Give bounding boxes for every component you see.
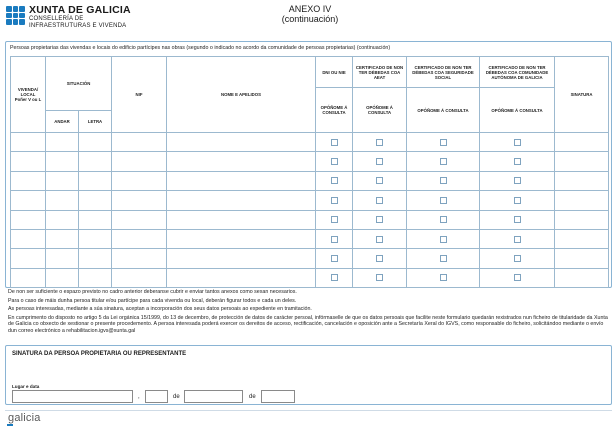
note-data-protection: En cumprimento do disposto no artigo 5 da Lei orgánica 15/1999, do 13 de decembro, de protección de datos de carácter persoal, infórmaselle de que os datos persoais que facilite neste formulario quedarán rexistrados nun ficheiro de titularidade da Xunta de Galicia co obxecto de xestionar o presente procedemento. A persoa interesada poderá exercer os dereitos de acceso, rectificación, cancelación e oposición ante a Secretaría Xeral do IGVS, como responsable do ficheiro, solicitándoo mediante o envío dun correo electrónico a rehabilitacion.igvs@xunta.gal [8, 314, 608, 334]
cell-galicia [480, 249, 555, 268]
checkbox-icon[interactable] [514, 197, 521, 204]
table-row [11, 171, 609, 190]
cell-andar[interactable] [46, 191, 79, 210]
cell-sinatura[interactable] [555, 152, 609, 171]
place-field[interactable] [12, 390, 133, 403]
checkbox-icon[interactable] [514, 236, 521, 243]
cell-nif[interactable] [112, 229, 167, 248]
table-row [11, 229, 609, 248]
galicia-logo: galicia [8, 412, 41, 424]
oppose-aeat: OPÓÑOME Á CONSULTA [353, 88, 407, 133]
col-galicia-header: CERTIFICADO DE NON TER DÉBEDAS COA COMUNIDADE AUTÓNOMA DE GALICIA [480, 57, 555, 88]
cell-galicia [480, 210, 555, 229]
cell-aeat [353, 133, 407, 152]
cell-sinatura[interactable] [555, 210, 609, 229]
de-separator-2: de [249, 394, 256, 400]
checkbox-icon[interactable] [376, 216, 383, 223]
cell-andar[interactable] [46, 210, 79, 229]
cell-andar[interactable] [46, 268, 79, 287]
cell-ss [407, 191, 480, 210]
cell-vivenda[interactable] [11, 249, 46, 268]
checkbox-icon[interactable] [514, 255, 521, 262]
cell-vivenda[interactable] [11, 152, 46, 171]
cell-vivenda[interactable] [11, 268, 46, 287]
checkbox-icon[interactable] [440, 197, 447, 204]
checkbox-icon[interactable] [514, 139, 521, 146]
cell-letra[interactable] [79, 268, 112, 287]
col-ss-header: CERTIFICADO DE NON TER DÉBEDAS COA SEGURIDADE SOCIAL [407, 57, 480, 88]
annex-title: ANEXO IV [288, 4, 332, 14]
checkbox-icon[interactable] [440, 177, 447, 184]
cell-andar[interactable] [46, 152, 79, 171]
cell-nome[interactable] [167, 171, 316, 190]
cell-nif[interactable] [112, 268, 167, 287]
cell-vivenda[interactable] [11, 210, 46, 229]
col-nif-header: NIF [112, 57, 167, 133]
note-multiple-owners: Para o caso de máis dunha persoa titular e/ou partícipe para cada vivenda ou local, deberán figurar todos e cada un deles. [8, 297, 297, 304]
galicia-logo-mark [7, 424, 13, 426]
cell-dni [316, 249, 353, 268]
checkbox-icon[interactable] [514, 216, 521, 223]
cell-nif[interactable] [112, 249, 167, 268]
col-vivenda-note: Poñer V ou L [14, 97, 42, 102]
checkbox-icon[interactable] [440, 274, 447, 281]
cell-aeat [353, 268, 407, 287]
cell-galicia [480, 152, 555, 171]
cell-sinatura[interactable] [555, 171, 609, 190]
cell-nome[interactable] [167, 210, 316, 229]
cell-ss [407, 249, 480, 268]
checkbox-icon[interactable] [331, 158, 338, 165]
signature-section [5, 345, 612, 405]
checkbox-icon[interactable] [440, 139, 447, 146]
cell-aeat [353, 249, 407, 268]
col-nome-header: NOME E APELIDOS [167, 57, 316, 133]
oppose-dni: OPÓÑOME Á CONSULTA [316, 88, 353, 133]
cell-galicia [480, 191, 555, 210]
date-label: Lugar e data [12, 384, 40, 389]
cell-sinatura[interactable] [555, 191, 609, 210]
col-situacion-header: SITUACIÓN [46, 57, 112, 111]
col-aeat-header: CERTIFICADO DE NON TER DÉBEDAS COA AEAT [353, 57, 407, 88]
cell-nome[interactable] [167, 268, 316, 287]
cell-letra[interactable] [79, 191, 112, 210]
brand-name: XUNTA DE GALICIA [29, 4, 131, 16]
comma-separator: , [138, 394, 140, 400]
col-vivenda-label: VIVENDA/ LOCAL [17, 87, 39, 97]
checkbox-icon[interactable] [331, 255, 338, 262]
cell-ss [407, 133, 480, 152]
cell-galicia [480, 133, 555, 152]
cell-vivenda[interactable] [11, 133, 46, 152]
cell-aeat [353, 191, 407, 210]
cell-letra[interactable] [79, 210, 112, 229]
cell-ss [407, 229, 480, 248]
cell-nif[interactable] [112, 210, 167, 229]
col-dni-header: DNI OU NIE [316, 57, 353, 88]
cell-ss [407, 268, 480, 287]
cell-nome[interactable] [167, 249, 316, 268]
checkbox-icon[interactable] [514, 274, 521, 281]
owners-table [10, 56, 609, 288]
cell-andar[interactable] [46, 249, 79, 268]
cell-dni [316, 133, 353, 152]
cell-sinatura[interactable] [555, 249, 609, 268]
cell-letra[interactable] [79, 229, 112, 248]
month-field[interactable] [184, 390, 243, 403]
cell-galicia [480, 268, 555, 287]
cell-sinatura[interactable] [555, 268, 609, 287]
cell-dni [316, 210, 353, 229]
col-sinatura-header: SINATURA [555, 57, 609, 133]
checkbox-icon[interactable] [440, 158, 447, 165]
checkbox-icon[interactable] [376, 236, 383, 243]
oppose-ss: OPÓÑOME Á CONSULTA [407, 88, 480, 133]
cell-dni [316, 191, 353, 210]
cell-galicia [480, 171, 555, 190]
cell-vivenda[interactable] [11, 171, 46, 190]
col-andar-header: ANDAR [46, 111, 79, 133]
checkbox-icon[interactable] [331, 216, 338, 223]
checkbox-icon[interactable] [514, 158, 521, 165]
cell-nif[interactable] [112, 152, 167, 171]
cell-vivenda[interactable] [11, 191, 46, 210]
cell-dni [316, 229, 353, 248]
table-row [11, 249, 609, 268]
cell-ss [407, 171, 480, 190]
cell-letra[interactable] [79, 133, 112, 152]
checkbox-icon[interactable] [376, 197, 383, 204]
checkbox-icon[interactable] [376, 139, 383, 146]
cell-aeat [353, 229, 407, 248]
signature-title: SINATURA DA PERSOA PROPIETARIA OU REPRESENTANTE [12, 351, 187, 357]
cell-nome[interactable] [167, 133, 316, 152]
cell-nif[interactable] [112, 171, 167, 190]
checkbox-icon[interactable] [376, 274, 383, 281]
brand-subtitle-1: CONSELLERÍA DE [29, 16, 84, 22]
cell-andar[interactable] [46, 133, 79, 152]
table-row [11, 133, 609, 152]
checkbox-icon[interactable] [376, 177, 383, 184]
brand-block [29, 4, 131, 30]
cell-andar[interactable] [46, 171, 79, 190]
cell-nome[interactable] [167, 229, 316, 248]
cell-dni [316, 268, 353, 287]
cell-aeat [353, 171, 407, 190]
oppose-galicia: OPÓÑOME Á CONSULTA [480, 88, 555, 133]
checkbox-icon[interactable] [514, 177, 521, 184]
table-row [11, 191, 609, 210]
annex-header [260, 4, 360, 24]
checkbox-icon[interactable] [440, 255, 447, 262]
col-vivenda-header [11, 57, 46, 133]
cell-nif[interactable] [112, 133, 167, 152]
checkbox-icon[interactable] [331, 274, 338, 281]
checkbox-icon[interactable] [376, 158, 383, 165]
table-caption: Persoas propietarias das vivendas e locais do edificio partícipes nas obras (segundo o indicado no acordo da comunidade de persoas propietarias) (continuación) [10, 45, 391, 51]
table-row [11, 210, 609, 229]
notes-section [8, 289, 608, 337]
cell-andar[interactable] [46, 229, 79, 248]
checkbox-icon[interactable] [440, 216, 447, 223]
cell-aeat [353, 210, 407, 229]
cell-ss [407, 152, 480, 171]
brand-subtitle-2: INFRAESTRUTURAS E VIVENDA [29, 23, 127, 29]
cell-letra[interactable] [79, 152, 112, 171]
checkbox-icon[interactable] [331, 177, 338, 184]
xunta-logo-icon [6, 6, 25, 25]
cell-sinatura[interactable] [555, 229, 609, 248]
checkbox-icon[interactable] [331, 236, 338, 243]
table-row [11, 152, 609, 171]
cell-ss [407, 210, 480, 229]
cell-dni [316, 171, 353, 190]
cell-galicia [480, 229, 555, 248]
cell-nome[interactable] [167, 152, 316, 171]
col-letra-header: LETRA [79, 111, 112, 133]
cell-dni [316, 152, 353, 171]
cell-sinatura[interactable] [555, 133, 609, 152]
note-data-acceptance: As persoas interesadas, mediante a súa sinatura, aceptan a incorporación dos seus datos persoais ao expediente en tramitación. [8, 306, 312, 313]
cell-aeat [353, 152, 407, 171]
cell-letra[interactable] [79, 249, 112, 268]
annex-subtitle: (continuación) [281, 14, 339, 24]
year-field[interactable] [261, 390, 295, 403]
checkbox-icon[interactable] [376, 255, 383, 262]
checkbox-icon[interactable] [331, 197, 338, 204]
footer-divider [5, 410, 612, 411]
day-field[interactable] [145, 390, 168, 403]
checkbox-icon[interactable] [440, 236, 447, 243]
cell-vivenda[interactable] [11, 229, 46, 248]
table-row [11, 268, 609, 287]
cell-nome[interactable] [167, 191, 316, 210]
de-separator-1: de [173, 394, 180, 400]
owners-section [5, 41, 612, 288]
cell-nif[interactable] [112, 191, 167, 210]
note-extra-annexes: De non ser suficiente o espazo previsto no cadro anterior deberanse cubrir e enviar tantos anexos como sexan necesarios. [8, 289, 297, 295]
checkbox-icon[interactable] [331, 139, 338, 146]
cell-letra[interactable] [79, 171, 112, 190]
